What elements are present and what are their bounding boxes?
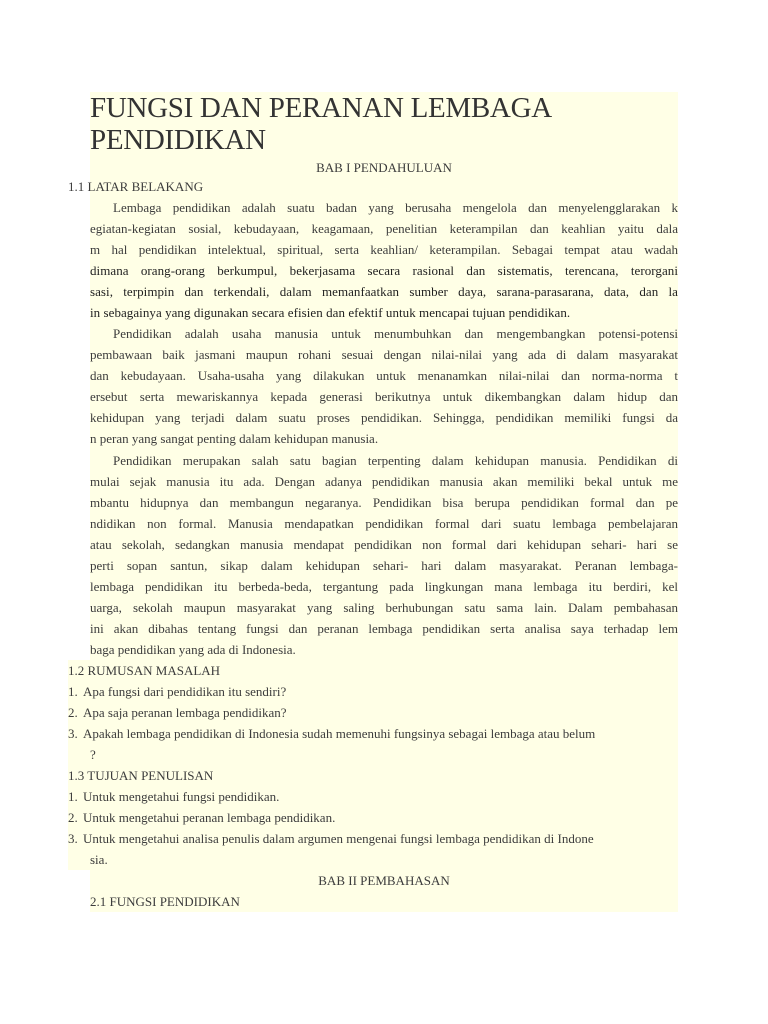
list-item: Untuk mengetahui peranan lembaga pendidikan.	[83, 810, 336, 825]
list-item-continuation: ?	[90, 747, 96, 762]
list-item: Apakah lembaga pendidikan di Indonesia sudah memenuhi fungsinya sebagai lembaga atau belum	[83, 726, 596, 741]
chapter-1-heading: BAB I PENDAHULUAN	[316, 160, 452, 175]
paragraph-3-line: baga pendidikan yang ada di Indonesia.	[90, 642, 296, 657]
list-item: Apa saja peranan lembaga pendidikan?	[83, 705, 287, 720]
paragraph-1-line: egiatan-kegiatan sosial, kebudayaan, keagamaan, penelitian keterampilan dan keahlian yaitu dala	[90, 221, 678, 236]
title-line-1: FUNGSI DAN PERANAN LEMBAGA	[90, 92, 552, 124]
paragraph-3-line: mbantu hidupnya dan membangun negaranya. Pendidikan bisa berupa pendidikan formal dan pe	[90, 495, 678, 510]
paragraph-1-line: sasi, terpimpin dan terkendali, dalam memanfaatkan sumber daya, sarana-parasarana, data, dan la	[90, 284, 678, 299]
section-1-2-heading: 1.2 RUMUSAN MASALAH	[68, 663, 221, 678]
paragraph-3-line: Pendidikan merupakan salah satu bagian terpenting dalam kehidupan manusia. Pendidikan di	[113, 453, 678, 468]
list-number: 2.	[68, 810, 78, 825]
paragraph-2-line: Pendidikan adalah usaha manusia untuk menumbuhkan dan mengembangkan potensi-potensi	[113, 326, 678, 341]
paragraph-1-line: m hal pendidikan intelektual, spiritual, serta keahlian/ keterampilan. Sebagai tempat atau wadah	[90, 242, 678, 257]
list-item: Untuk mengetahui analisa penulis dalam argumen mengenai fungsi lembaga pendidikan di Indone	[83, 831, 594, 846]
list-number: 2.	[68, 705, 78, 720]
section-2-1-heading: 2.1 FUNGSI PENDIDIKAN	[90, 894, 240, 909]
paragraph-2-line: dan kebudayaan. Usaha-usaha yang dilakukan untuk menanamkan nilai-nilai dan norma-norma t	[90, 368, 678, 383]
list-item: Apa fungsi dari pendidikan itu sendiri?	[83, 684, 287, 699]
paragraph-1-line: in sebagainya yang digunakan secara efisien dan efektif untuk mencapai tujuan pendidikan.	[90, 305, 571, 320]
section-1-1-heading: 1.1 LATAR BELAKANG	[68, 179, 204, 194]
paragraph-2-line: kehidupan yang terjadi dalam suatu proses pendidikan. Sehingga, pendidikan memiliki fungsi da	[90, 410, 678, 425]
list-item: Untuk mengetahui fungsi pendidikan.	[83, 789, 280, 804]
paragraph-3-line: atau sekolah, sedangkan manusia mendapat pendidikan non formal dari kehidupan sehari- hari se	[90, 537, 678, 552]
document-title	[90, 92, 678, 156]
list-number: 1.	[68, 789, 78, 804]
section-1-3-heading: 1.3 TUJUAN PENULISAN	[68, 768, 214, 783]
list-item-continuation: sia.	[90, 852, 108, 867]
paragraph-3-line: ndidikan non formal. Manusia mendapatkan pendidikan formal dari suatu lembaga pembelajaran	[90, 516, 678, 531]
paragraph-2-line: n peran yang sangat penting dalam kehidupan manusia.	[90, 431, 379, 446]
paragraph-2-line: pembawaan baik jasmani maupun rohani sesuai dengan nilai-nilai yang ada di dalam masyarakat	[90, 347, 678, 362]
list-number: 1.	[68, 684, 78, 699]
paragraph-1-line: Lembaga pendidikan adalah suatu badan yang berusaha mengelola dan menyelenggl​arakan k	[113, 200, 678, 215]
paragraph-3-line: uarga, sekolah maupun masyarakat yang saling berhubungan satu sama lain. Dalam pembahasan	[90, 600, 678, 615]
chapter-2-heading: BAB II PEMBAHASAN	[318, 873, 450, 888]
paragraph-3-line: lembaga pendidikan itu berbeda-beda, tergantung pada lingkungan mana lembaga itu berdiri, kel	[90, 579, 678, 594]
paragraph-1-line: dimana orang-orang berkumpul, bekerjasama secara rasional dan sistematis, terencana, terorgani	[90, 263, 678, 278]
list-number: 3.	[68, 726, 78, 741]
paragraph-3-line: perti sopan santun, sikap dalam kehidupan sehari- hari dalam masyarakat. Peranan lembaga-	[90, 558, 678, 573]
paragraph-2-line: ersebut serta mewariskannya kepada generasi berikutnya untuk dikembangkan dalam hidup dan	[90, 389, 678, 404]
list-number: 3.	[68, 831, 78, 846]
title-line-2: PENDIDIKAN	[90, 124, 266, 156]
paragraph-3-line: mulai sejak manusia itu ada. Dengan adanya pendidikan manusia akan memiliki bekal untuk me	[90, 474, 678, 489]
paragraph-3-line: ini akan dibahas tentang fungsi dan peranan lembaga pendidikan serta analisa saya terhadap lem	[90, 621, 678, 636]
